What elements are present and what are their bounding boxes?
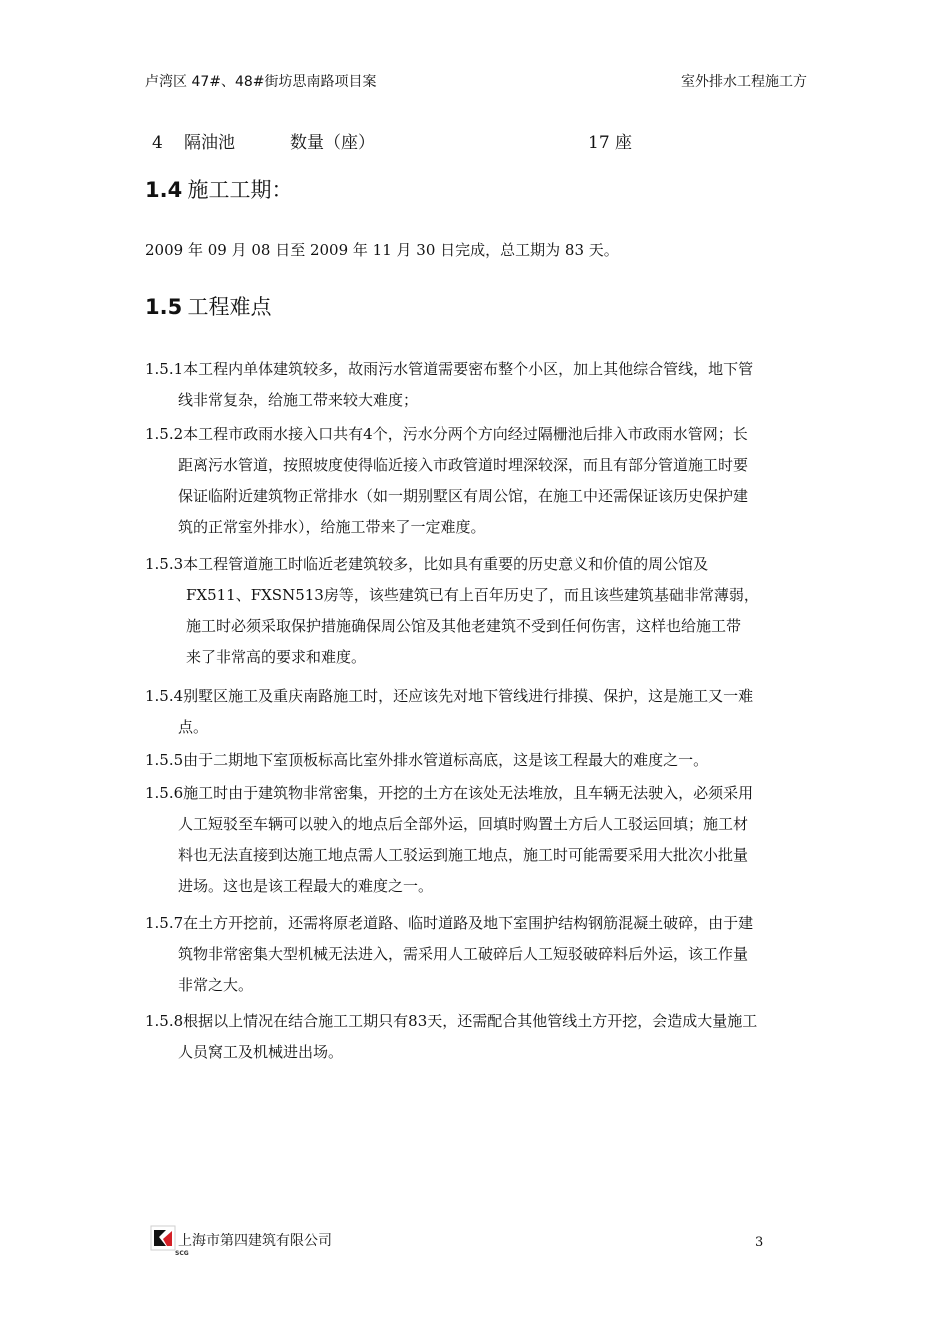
item-line: 1.5.3本工程管道施工时临近老建筑较多，比如具有重要的历史意义和价值的周公馆及 bbox=[145, 555, 709, 573]
section-number: 1.5 bbox=[145, 295, 183, 319]
list-item bbox=[145, 1006, 813, 1068]
table-cell-value: 17 座 bbox=[588, 133, 633, 153]
table-row bbox=[152, 129, 712, 157]
item-line: 1.5.8根据以上情况在结合施工工期只有83天，还需配合其他管线土方开挖，会造成大量施工 bbox=[145, 1012, 758, 1030]
section-title: 工程难点 bbox=[187, 295, 272, 319]
list-item bbox=[145, 419, 813, 543]
list-item bbox=[145, 908, 813, 1001]
list-item bbox=[145, 354, 813, 416]
item-line: 保证临附近建筑物正常排水（如一期别墅区有周公馆，在施工中还需保证该历史保护建 bbox=[178, 487, 749, 505]
item-line: 1.5.2本工程市政雨水接入口共有4个，污水分两个方向经过隔栅池后排入市政雨水管网；长 bbox=[145, 425, 748, 443]
logo-text: SCG bbox=[175, 1250, 189, 1257]
item-line: 1.5.7在土方开挖前，还需将原老道路、临时道路及地下室围护结构钢筋混凝土破碎，由于建 bbox=[145, 914, 754, 932]
item-line: 距离污水管道，按照坡度使得临近接入市政管道时埋深较深，而且有部分管道施工时要 bbox=[178, 456, 749, 474]
footer-company-name: 上海市第四建筑有限公司 bbox=[178, 1233, 332, 1249]
item-line: 筑物非常密集大型机械无法进入，需采用人工破碎后人工短驳破碎料后外运，该工作量 bbox=[178, 945, 749, 963]
item-line: 点。 bbox=[178, 718, 209, 736]
item-line: 1.5.4别墅区施工及重庆南路施工时，还应该先对地下管线进行排摸、保护，这是施工又一难 bbox=[145, 687, 754, 705]
item-line: 人员窝工及机械进出场。 bbox=[178, 1043, 344, 1061]
item-line: 施工时必须采取保护措施确保周公馆及其他老建筑不受到任何伤害，这样也给施工带 bbox=[186, 617, 742, 635]
table-cell-name: 隔油池 bbox=[184, 133, 235, 153]
item-line: 人工短驳至车辆可以驶入的地点后全部外运，回填时购置土方后人工驳运回填；施工材 bbox=[178, 815, 749, 833]
section-heading-1-5 bbox=[145, 291, 271, 323]
header-doc-title: 室外排水工程施工方 bbox=[681, 74, 807, 90]
item-line: 筑的正常室外排水），给施工带来了一定难度。 bbox=[178, 518, 486, 536]
list-item bbox=[145, 778, 813, 902]
item-line: 1.5.6施工时由于建筑物非常密集，开挖的土方在该处无法堆放，且车辆无法驶入，必须采用 bbox=[145, 784, 754, 802]
list-item bbox=[145, 745, 813, 776]
item-line: 料也无法直接到达施工地点需人工驳运到施工地点，施工时可能需要采用大批次小批量 bbox=[178, 846, 749, 864]
section-number: 1.4 bbox=[145, 178, 183, 202]
table-cell-quantity-label: 数量（座） bbox=[290, 133, 375, 153]
list-item bbox=[145, 681, 813, 743]
item-line: 来了非常高的要求和难度。 bbox=[186, 648, 367, 666]
section-heading-1-4 bbox=[145, 174, 292, 206]
schedule-paragraph: 2009 年 09 月 08 日至 2009 年 11 月 30 日完成，总工期为 83 天。 bbox=[145, 241, 619, 259]
item-line: 非常之大。 bbox=[178, 976, 254, 994]
item-line: 进场。这也是该工程最大的难度之一。 bbox=[178, 877, 434, 895]
item-line: FX511、FXSN513房等，该些建筑已有上百年历史了，而且该些建筑基础非常薄弱， bbox=[186, 586, 759, 604]
section-title: 施工工期： bbox=[187, 178, 293, 202]
table-cell-number: 4 bbox=[152, 133, 163, 153]
item-line: 1.5.1本工程内单体建筑较多，故雨污水管道需要密布整个小区，加上其他综合管线，地下管 bbox=[145, 360, 754, 378]
item-line: 线非常复杂，给施工带来较大难度； bbox=[178, 391, 419, 409]
list-item bbox=[145, 549, 813, 673]
item-line: 1.5.5由于二期地下室顶板标高比室外排水管道标高底，这是该工程最大的难度之一。 bbox=[145, 751, 709, 769]
page-number: 3 bbox=[755, 1235, 764, 1250]
header-project-name: 卢湾区 47#、48#街坊思南路项目案 bbox=[145, 74, 377, 90]
